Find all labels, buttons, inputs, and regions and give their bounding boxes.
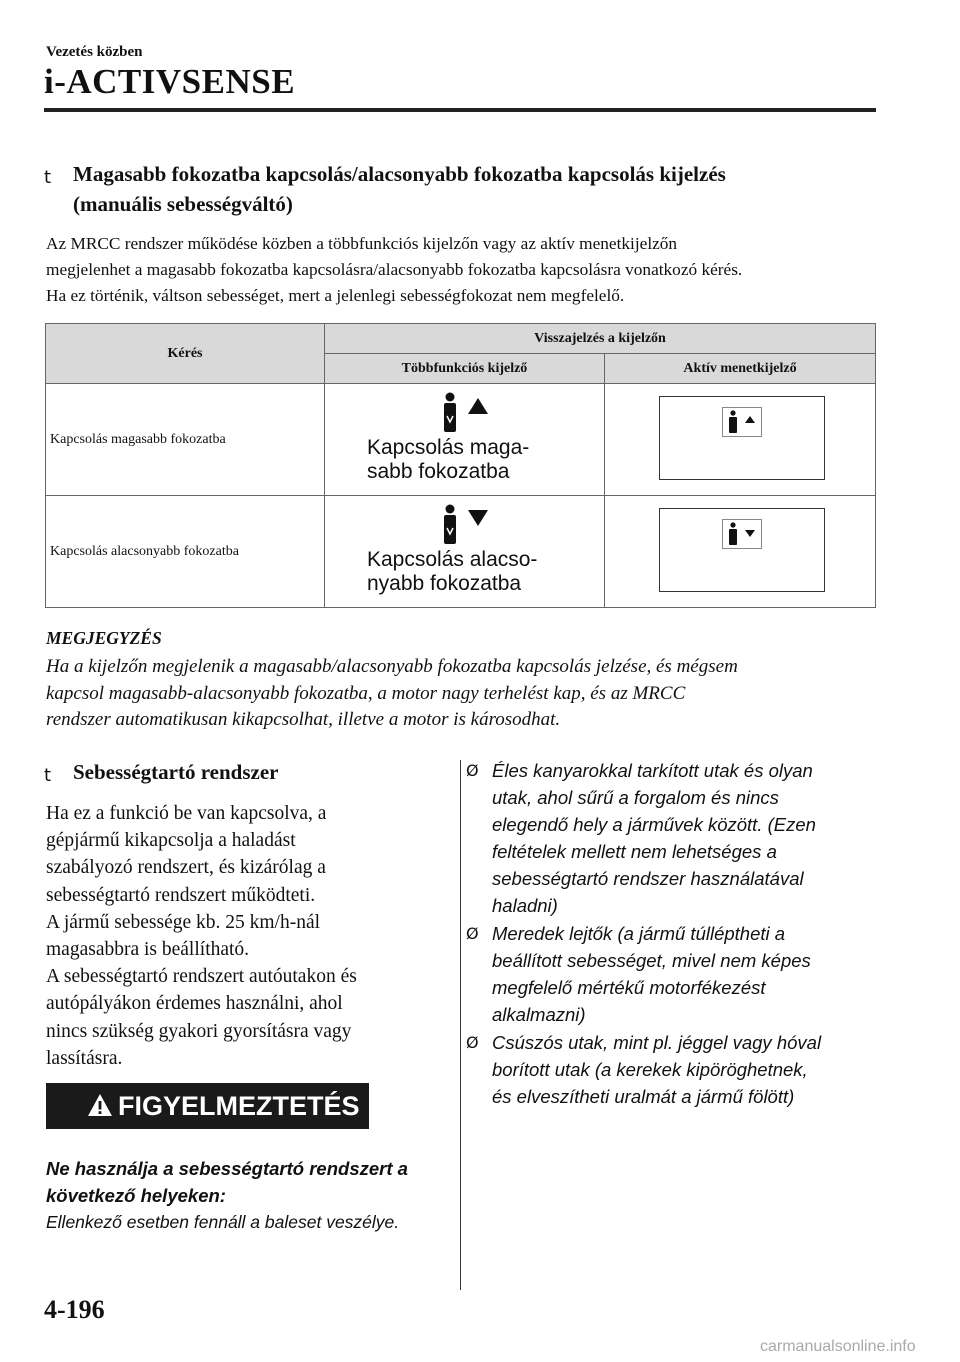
- hazard-list: [466, 757, 876, 1111]
- list-item-line: megfelelő mértékű motorfékezést: [492, 977, 766, 998]
- body-line: A sebességtartó rendszert autóutakon és: [46, 966, 357, 988]
- list-item-line: haladni): [492, 895, 558, 916]
- warning-label: FIGYELMEZTETÉS: [118, 1091, 360, 1121]
- warning-banner: [46, 1083, 369, 1129]
- mfd-cell: [325, 384, 605, 496]
- list-item-line: Csúszós utak, mint pl. jéggel vagy hóval: [492, 1032, 822, 1053]
- watermark: carmanualsonline.info: [760, 1338, 916, 1355]
- list-item-line: borított utak (a kerekek kipöröghetnek,: [492, 1059, 808, 1080]
- request-cell: Kapcsolás magasabb fokozatba: [46, 384, 325, 496]
- arrow-bullet-icon: Ø: [466, 1033, 479, 1052]
- section-bullet-icon: t: [44, 167, 52, 188]
- list-item-line: és elveszítheti uralmát a jármű fölött): [492, 1086, 795, 1107]
- section-bullet-icon: t: [44, 765, 52, 786]
- active-display-frame: [659, 508, 825, 592]
- body-line: gépjármű kikapcsolja a haladást: [46, 830, 296, 852]
- section-title: Magasabb fokozatba kapcsolás/alacsonyabb fokozatba kapcsolás kijelzés (manuális sebességváltó): [73, 162, 726, 216]
- arrow-bullet-icon: Ø: [466, 924, 479, 943]
- body-line: magasabbra is beállítható.: [46, 939, 250, 961]
- mfd-text-line: sabb fokozatba: [367, 460, 510, 483]
- header-rule: [44, 108, 876, 112]
- shift-down-small-icon: [722, 519, 762, 549]
- list-item-line: feltételek mellett nem lehetséges a: [492, 841, 777, 862]
- active-display-cell: [605, 384, 876, 496]
- active-display-cell: [605, 496, 876, 608]
- section-paragraph: Az MRCC rendszer működése közben a többfunkciós kijelzőn vagy az aktív menetkijelzőn megjelenhet a magasabb fokozatba kapcsolásra/alacsonyabb fokozatba kapcsolásra vonatkozó kérés. Ha ez történik, váltson sebességet, mert a jelenlegi sebességfokozat nem megfelelő.: [46, 234, 743, 305]
- table-row: [46, 384, 876, 496]
- page-title: i-ACTIVSENSE: [44, 62, 296, 101]
- shift-up-small-icon: [722, 407, 762, 437]
- request-table: [45, 323, 876, 608]
- list-item: [466, 1029, 876, 1110]
- list-item-line: elegendő hely a járművek között. (Ezen: [492, 814, 816, 835]
- list-item: [466, 920, 876, 1028]
- body-line: A jármű sebessége kb. 25 km/h-nál: [46, 911, 321, 933]
- arrow-bullet-icon: Ø: [466, 761, 479, 780]
- list-item: [466, 757, 876, 919]
- header-feedback: Visszajelzés a kijelzőn: [325, 324, 876, 354]
- list-item-line: utak, ahol sűrű a forgalom és nincs: [492, 787, 779, 808]
- section-title: Sebességtartó rendszer: [73, 760, 279, 784]
- header-request: Kérés: [46, 324, 325, 384]
- list-item-line: beállított sebességet, mivel nem képes: [492, 950, 811, 971]
- mfd-text-line: Kapcsolás maga-: [367, 436, 530, 459]
- body-line: nincs szükség gyakori gyorsításra vagy: [46, 1020, 352, 1042]
- body-line: autópályákon érdemes használni, ahol: [46, 993, 343, 1015]
- body-line: szabályozó rendszert, és kizárólag a: [46, 857, 326, 879]
- mfd-text-line: Kapcsolás alacso-: [367, 548, 538, 571]
- list-item-line: Meredek lejtők (a jármű túlléptheti a: [492, 923, 786, 944]
- request-cell: Kapcsolás alacsonyabb fokozatba: [46, 496, 325, 608]
- list-item-line: alkalmazni): [492, 1004, 586, 1025]
- list-item-line: Éles kanyarokkal tarkított utak és olyan: [492, 760, 813, 781]
- shift-up-icon: [441, 392, 491, 434]
- header-active-display: Aktív menetkijelző: [605, 354, 876, 384]
- shift-down-icon: [441, 504, 491, 546]
- column-divider: [460, 760, 461, 1290]
- note-body: Ha a kijelzőn megjelenik a magasabb/alacsonyabb fokozatba kapcsolás jelzése, és mégsem kapcsol magasabb-alacsonyabb fokozatba, a motor nagy terhelést kap, és az MRCC rendszer automatikusan kikapcsolhat, illetve a motor is károsodhat.: [46, 656, 738, 730]
- body-line: lassításra.: [46, 1047, 123, 1069]
- page-number: 4-196: [44, 1295, 105, 1324]
- note-heading: MEGJEGYZÉS: [46, 628, 162, 648]
- list-item-line: sebességtartó rendszer használatával: [492, 868, 804, 889]
- mfd-cell: [325, 496, 605, 608]
- warning-triangle-icon: [87, 1093, 113, 1117]
- body-line: sebességtartó rendszert működteti.: [46, 884, 316, 906]
- warning-text: Ne használja a sebességtartó rendszert a következő helyeken: Ellenkező esetben fennáll a baleset veszélye.: [46, 1158, 408, 1232]
- mfd-text-line: nyabb fokozatba: [367, 572, 522, 595]
- section-label: Vezetés közben: [46, 44, 143, 60]
- section-body: [46, 800, 431, 1072]
- header-mfd: Többfunkciós kijelző: [325, 354, 605, 384]
- active-display-frame: [659, 396, 825, 480]
- table-row: [46, 496, 876, 608]
- body-line: Ha ez a funkció be van kapcsolva, a: [46, 803, 327, 824]
